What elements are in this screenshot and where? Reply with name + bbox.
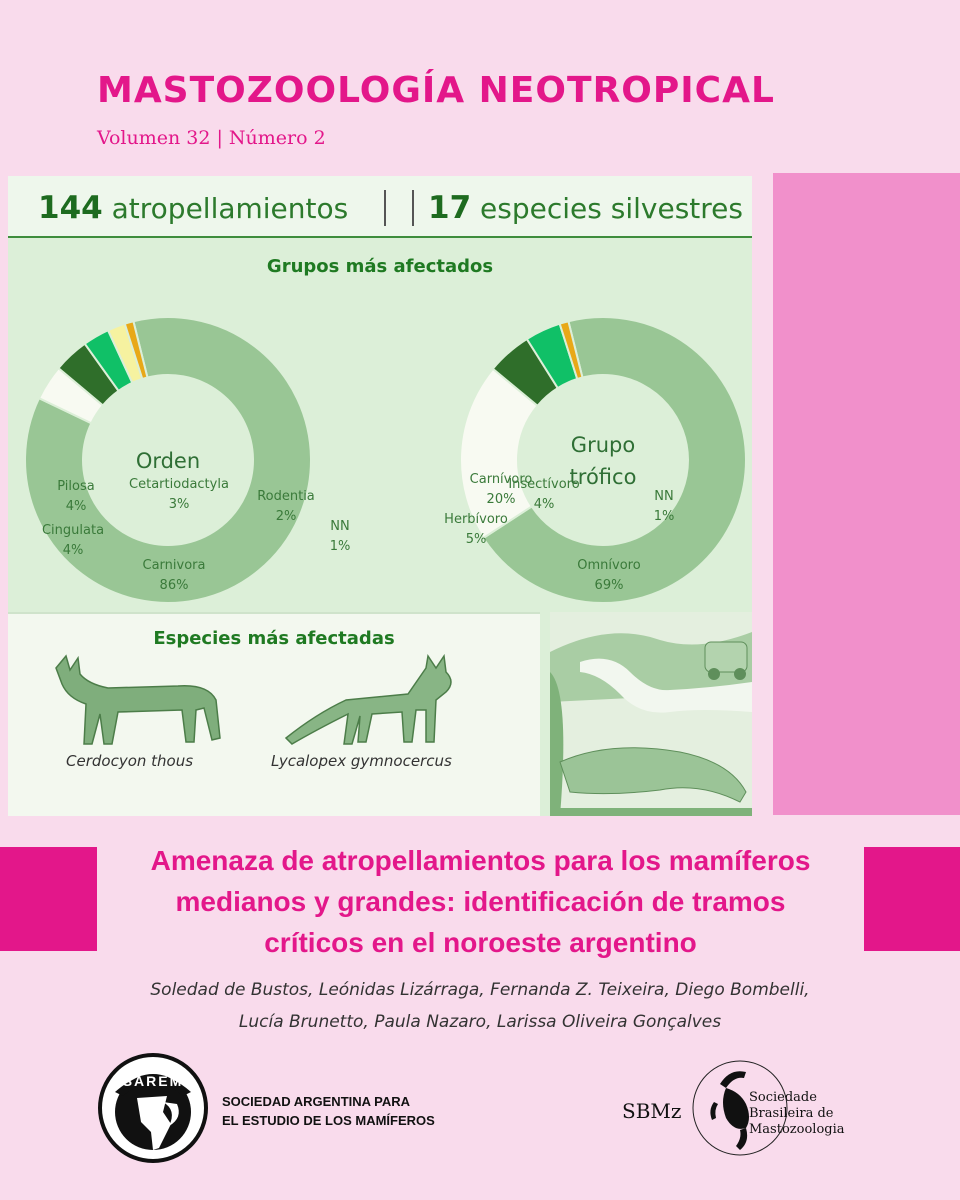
slice-value-label: 4% xyxy=(533,497,555,512)
slice-value-label: 4% xyxy=(62,543,84,558)
slice-value-label: 1% xyxy=(653,509,675,524)
slice-value-label: 3% xyxy=(168,497,190,512)
donut-center-label: trófico xyxy=(569,465,637,489)
groups-title: Grupos más afectados xyxy=(266,256,494,277)
title-band-right xyxy=(864,847,960,951)
stats-divider xyxy=(384,190,414,226)
sarem-name xyxy=(222,1092,435,1130)
slice-category-label: Cetartiodactyla xyxy=(129,477,229,492)
road-scene-illustration xyxy=(546,612,752,816)
donut-center-label: Orden xyxy=(135,449,201,473)
donut-center-label: Grupo xyxy=(570,433,636,457)
sbmz-name-line: Sociedade xyxy=(749,1090,817,1105)
slice-value-label: 2% xyxy=(275,509,297,524)
species-name: Lycalopex gymnocercus xyxy=(271,752,452,770)
trophic-donut xyxy=(444,317,746,603)
article-title-line: críticos en el noroeste argentino xyxy=(264,927,697,958)
fox-illustration xyxy=(48,654,228,750)
donut-charts xyxy=(8,238,752,612)
road-scene-drawing xyxy=(550,612,752,816)
slice-value-label: 20% xyxy=(486,492,516,507)
species-count: 17 xyxy=(428,190,472,226)
authors-line: Soledad de Bustos, Leónidas Lizárraga, Fernanda Z. Teixeira, Diego Bombelli, xyxy=(150,980,810,1000)
slice-value-label: 86% xyxy=(159,578,189,593)
slice-value-label: 4% xyxy=(65,499,87,514)
article-title-line: Amenaza de atropellamientos para los mamíferos xyxy=(150,845,811,876)
species-panel xyxy=(8,612,540,816)
journal-title: MASTOZOOLOGÍA NEOTROPICAL xyxy=(97,70,775,111)
roadkill-count: 144 xyxy=(38,190,103,226)
roadkill-label: atropellamientos xyxy=(111,192,349,225)
slice-category-label: Insectívoro xyxy=(508,477,580,492)
slice-category-label: Omnívoro xyxy=(577,558,641,573)
slice-category-label: Rodentia xyxy=(257,489,315,504)
article-title-line: medianos y grandes: identificación de tramos xyxy=(175,886,786,917)
species-label: especies silvestres xyxy=(480,192,743,225)
article-title xyxy=(97,840,864,963)
slice-category-label: Herbívoro xyxy=(444,512,508,527)
species-name: Cerdocyon thous xyxy=(66,752,194,770)
slice-category-label: Cingulata xyxy=(41,523,105,538)
slice-value-label: 69% xyxy=(594,578,624,593)
authors-line: Lucía Brunetto, Paula Nazaro, Larissa Oliveira Gonçalves xyxy=(238,1012,722,1032)
fox-illustration xyxy=(276,654,466,750)
slice-category-label: Pilosa xyxy=(57,479,95,494)
sbmz-name xyxy=(749,1090,845,1138)
stats-band xyxy=(8,176,752,238)
sarem-logo-text: SAREM xyxy=(122,1073,184,1089)
sbmz-abbreviation: SBMz xyxy=(622,1099,682,1123)
species-stat xyxy=(428,190,743,226)
title-band-left xyxy=(0,847,97,951)
slice-value-label: 1% xyxy=(329,539,351,554)
sarem-name-line: EL ESTUDIO DE LOS MAMÍFEROS xyxy=(222,1113,435,1128)
slice-value-label: 5% xyxy=(465,532,487,547)
roadkill-stat xyxy=(38,190,348,226)
sbmz-name-line: Brasileira de xyxy=(749,1106,834,1121)
sbmz-name-line: Mastozoologia xyxy=(749,1122,845,1137)
authors xyxy=(60,974,900,1038)
slice-category-label: Carnívoro xyxy=(469,472,533,487)
slice-category-label: NN xyxy=(654,489,674,504)
sarem-name-line: SOCIEDAD ARGENTINA PARA xyxy=(222,1094,411,1109)
order-donut xyxy=(25,317,350,603)
graphical-abstract xyxy=(8,176,752,816)
species-title: Especies más afectadas xyxy=(153,628,395,649)
decorative-pink-block xyxy=(773,173,960,815)
slice-category-label: NN xyxy=(330,519,350,534)
slice-category-label: Carnivora xyxy=(142,558,206,573)
sarem-logo xyxy=(97,1052,209,1164)
issue-info: Volumen 32 | Número 2 xyxy=(97,127,326,149)
